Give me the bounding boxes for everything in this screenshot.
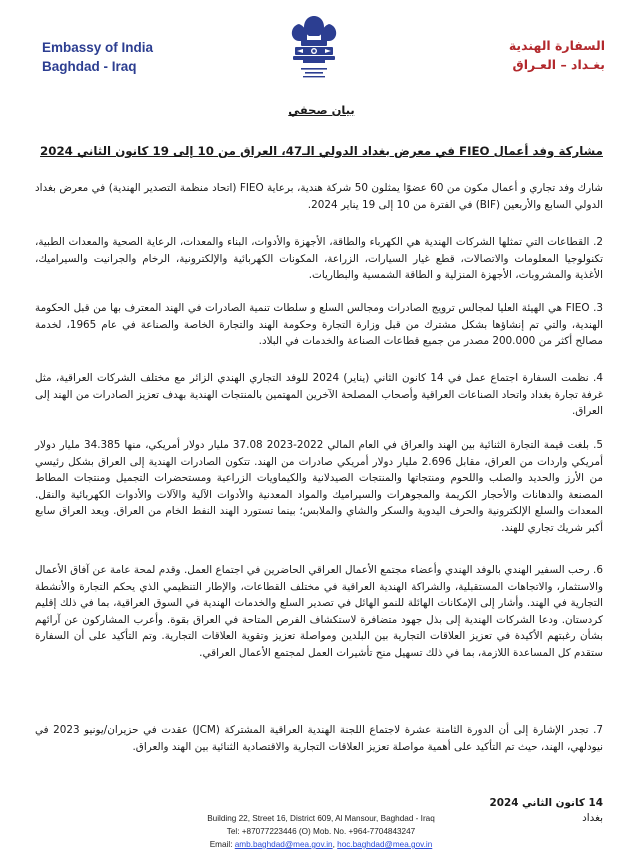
document-title: بيان صحفي — [288, 103, 355, 117]
release-date: 14 كانون الثاني 2024 — [489, 797, 603, 809]
paragraph-4-meeting: 4. نظمت السفارة اجتماع عمل في 14 كانون الثاني (يناير) 2024 للوفد التجاري الهندي الزائر مع مختلف الشركات العراقية، مثل غرفة تجارة بغداد واتحاد الصناعات العراقية وأصحاب المصلحة الآخرين المهتمين بالمنتجات الهندية بهدف تعزيز الصادرات من الهند إلى العراق. — [35, 372, 603, 418]
footer-address: Building 22, Street 16, District 609, Al Mansour, Baghdad - Iraq — [207, 814, 435, 823]
embassy-name-en-line1: Embassy of India — [42, 40, 154, 55]
paragraph-5-trade: 5. بلغت قيمة التجارة الثنائية بين الهند والعراق في العام المالي 2022-2023 37.08 مليار دولار أمريكي، منها 34.385 مليار دولار أمريكي واردات من العراق، مقابل 2.696 مليار دولار أمريكي صادرات من الهند. تتكون الصادرات الهندية إلى العراق بشكل رئيسي من الأرز والحديد والصلب واللحوم ومنتجاتها والمنتجات الصيدلانية والكيماويات الزراعية ومستحضرات التجميل ومنتجات المطاط المصنعة والدهانات والأحجار الكريمة والمجوهرات والسيراميك والمواد المعدنية والأدوات الآلية والآلات والأدوات الكهربائية والنقل. المعدات والسلع الإلكترونية والحرف اليدوية والسكر والشاي والملابس؛ بينما تستورد الهند النفط الخام من العراق. ويعد العراق سابع أكبر شريك تجاري للهند. — [35, 439, 603, 534]
embassy-name-ar-line2: بغـداد – العـراق — [512, 57, 605, 72]
letterhead — [0, 0, 643, 100]
headline: مشاركة وفد أعمال FIEO في معرض بغداد الدولي الـ47، العراق من 10 إلى 19 كانون الثاني 2024 — [40, 144, 603, 158]
embassy-name-english — [42, 38, 153, 76]
embassy-name-ar-line1: السفارة الهندية — [508, 38, 605, 53]
email-link-ambassador[interactable]: amb.baghdad@mea.gov.in — [234, 840, 333, 849]
release-place: بغداد — [582, 812, 603, 824]
national-emblem-icon — [283, 10, 345, 90]
paragraph-intro: شارك وفد تجاري و أعمال مكون من 60 عضوًا يمثلون 50 شركة هندية، برعاية FIEO (اتحاد منظمة التصدير الهندية) في معرض بغداد الدولي السابع والأربعين (BIF) في الفترة من 10 إلى 19 يناير 2024. — [35, 182, 603, 211]
footer-email-label: Email: — [209, 840, 235, 849]
footer-phones: Tel: +87077223446 (O) Mob. No. +964-7704843247 — [226, 827, 416, 836]
footer-email-line — [160, 840, 482, 849]
embassy-name-arabic — [509, 36, 605, 74]
email-link-hoc[interactable]: hoc.baghdad@mea.gov.in — [337, 840, 433, 849]
date-place-block — [490, 796, 604, 826]
paragraph-2-sectors: 2. القطاعات التي تمثلها الشركات الهندية هي الكهرباء والطاقة، الأجهزة والأدوات، البناء والمعدات، الرعاية الصحية والمعدات الطبية، تكنولوجيا المعلومات والاتصالات، قطع غيار السيارات، الزراعة، المكونات الكهربائية والإلكترونية، الرخام والجرانيت والسيراميك، الأغذية والمشروبات، الأجهزة المنزلية و الطاقة الشمسية والبطاريات. — [35, 236, 603, 282]
footer-email-separator: , — [332, 840, 338, 849]
embassy-name-en-line2: Baghdad - Iraq — [42, 59, 137, 74]
paragraph-3-fieo: 3. FIEO هي الهيئة العليا لمجالس ترويج الصادرات ومجالس السلع و سلطات تنمية الصادرات في الهند المعترف بها من قبل الحكومة الهندية، والتي تم إنشاؤها بشكل مشترك من قبل وزارة التجارة وحكومة الهند والتجارة الخاصة والصناعة في عام 1965، لخدمة مصالح أكثر من 200.000 مصدر من جميع قطاعات الصناعة والخدمات في البلاد. — [35, 302, 604, 348]
paragraph-6-ambassador: 6. رحب السفير الهندي بالوفد الهندي وأعضاء مجتمع الأعمال العراقي الحاضرين في اجتماع العمل. وقدم لمحة عامة عن آفاق الأعمال والاستثمار، والاتجاهات المستقبلية، والشراكة الهندية العراقية في مختلف القطاعات، والإطار التنظيمي الذي يحكم التجارة والأنشطة التجارية في الهند. وأشار إلى الإمكانات الهائلة للنمو الهائل في تصدير السلع والخدمات الهندية في السوق العراقية، بما في ذلك إقليم كردستان. ودعا الشركات الهندية إلى بذل جهود متضافرة لاستكشاف الفرص المتاحة في العراق بقوة. وأعرب المشاركون عن آرائهم بشأن رغبتهم الأكيدة في تعزيز العلاقات التجارية بين البلدين ومواصلة تعزيز وتقوية العلاقات التجارية. وتم التأكيد على أن السفارة ستقدم كل المساعدة اللازمة، بما في ذلك تسهيل منح تأشيرات العمل لمجتمع الأعمال العراقي. — [35, 564, 603, 659]
paragraph-7-jcm: 7. تجدر الإشارة إلى أن الدورة الثامنة عشرة لاجتماع اللجنة الهندية العراقية المشتركة (JCM) عقدت في حزيران/يونيو 2023 في نيودلهي، الهند، حيث تم التأكيد على أهمية مواصلة تعزيز العلاقات التجارية والاقتصادية الثنائية بين الهند والعراق. — [35, 724, 604, 753]
